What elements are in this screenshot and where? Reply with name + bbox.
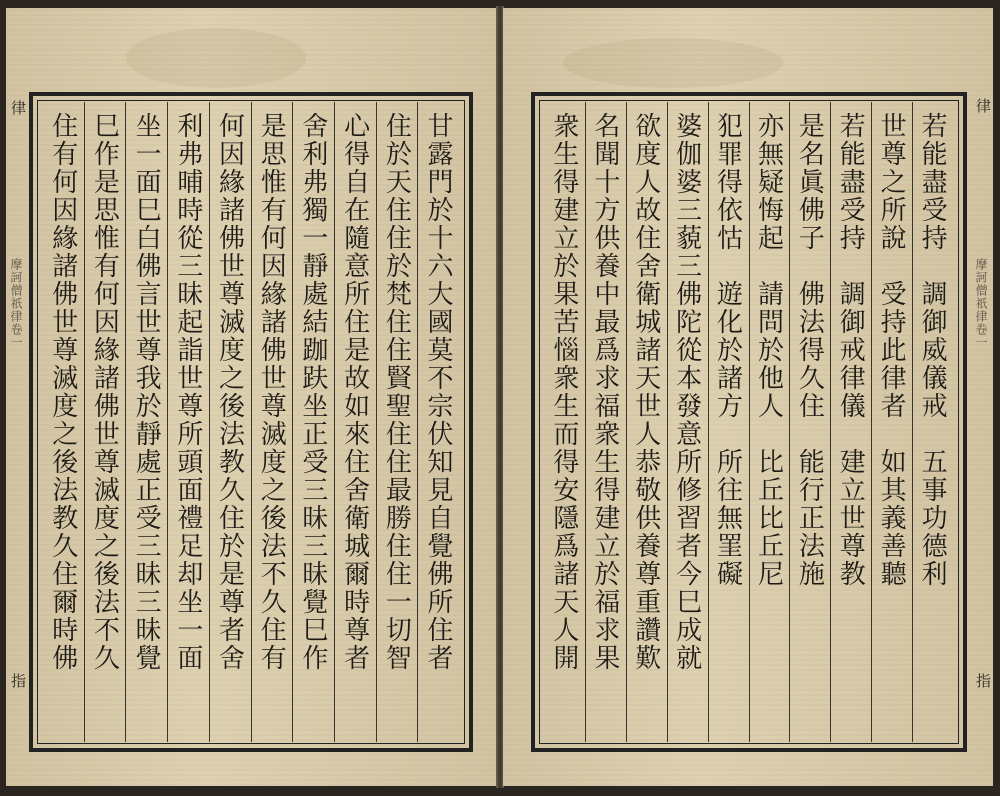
right-columns	[545, 102, 953, 742]
text-column: 何因緣諸佛世尊滅度之後法教久住於是尊者舍	[209, 102, 251, 742]
text-column: 婆伽婆三藐三佛陀從本發意所修習者今巳成就	[667, 102, 708, 742]
left-margin-label: 律	[9, 100, 27, 116]
paper-stain	[563, 38, 783, 88]
text-column: 坐一面巳白佛言世尊我於靜處正受三昧三昧覺	[125, 102, 167, 742]
text-column: 名聞十方供養中最爲求福衆生得建立於福求果	[585, 102, 626, 742]
paper-stain	[126, 28, 306, 88]
text-column: 住於天住住於梵住住賢聖住住最勝住住一切智	[376, 102, 418, 742]
verse-column: 犯罪得依怙 遊化於諸方 所往無罣礙	[708, 102, 749, 742]
text-column: 衆生得建立於果苦惱衆生而得安隱爲諸天人開	[548, 112, 579, 672]
verse-column: 若能盡受持 調御威儀戒 五事功德利	[912, 102, 953, 742]
right-side-title: 摩訶僧祇律卷一	[974, 258, 988, 349]
right-text-frame	[531, 92, 967, 752]
left-columns	[43, 102, 459, 742]
text-column: 利弗晡時從三昧起詣世尊所頭面禮足却坐一面	[167, 102, 209, 742]
right-margin-label: 律	[974, 98, 992, 114]
text-column: 甘露門於十六大國莫不宗伏知見自覺佛所住者	[417, 102, 459, 742]
verse-column: 若能盡受持 調御戒律儀 建立世尊教	[830, 102, 871, 742]
verse-column: 世尊之所說 受持此律者 如其義善聽	[871, 102, 912, 742]
verse-column: 是名眞佛子 佛法得久住 能行正法施	[789, 102, 830, 742]
right-bottom-label: 指	[974, 673, 992, 689]
text-column: 舍利弗獨一靜處結跏趺坐正受三昧三昧覺巳作	[292, 102, 334, 742]
left-bottom-label: 指	[9, 673, 27, 689]
text-column: 心得自在隨意所住是故如來住舍衛城爾時尊者	[334, 102, 376, 742]
right-page	[503, 8, 993, 786]
text-column: 巳作是思惟有何因緣諸佛世尊滅度之後法不久	[84, 102, 126, 742]
text-column: 是思惟有何因緣諸佛世尊滅度之後法不久住有	[251, 102, 293, 742]
text-column: 住有何因緣諸佛世尊滅度之後法教久住爾時佛	[47, 112, 78, 672]
left-side-title: 摩訶僧祇律卷一	[9, 258, 23, 349]
verse-column: 亦無疑悔起 請問於他人 比丘比丘尼	[749, 102, 790, 742]
left-page	[6, 8, 497, 786]
text-column: 欲度人故住舍衛城諸天世人恭敬供養尊重讚歎	[626, 102, 667, 742]
left-text-frame	[29, 92, 473, 752]
